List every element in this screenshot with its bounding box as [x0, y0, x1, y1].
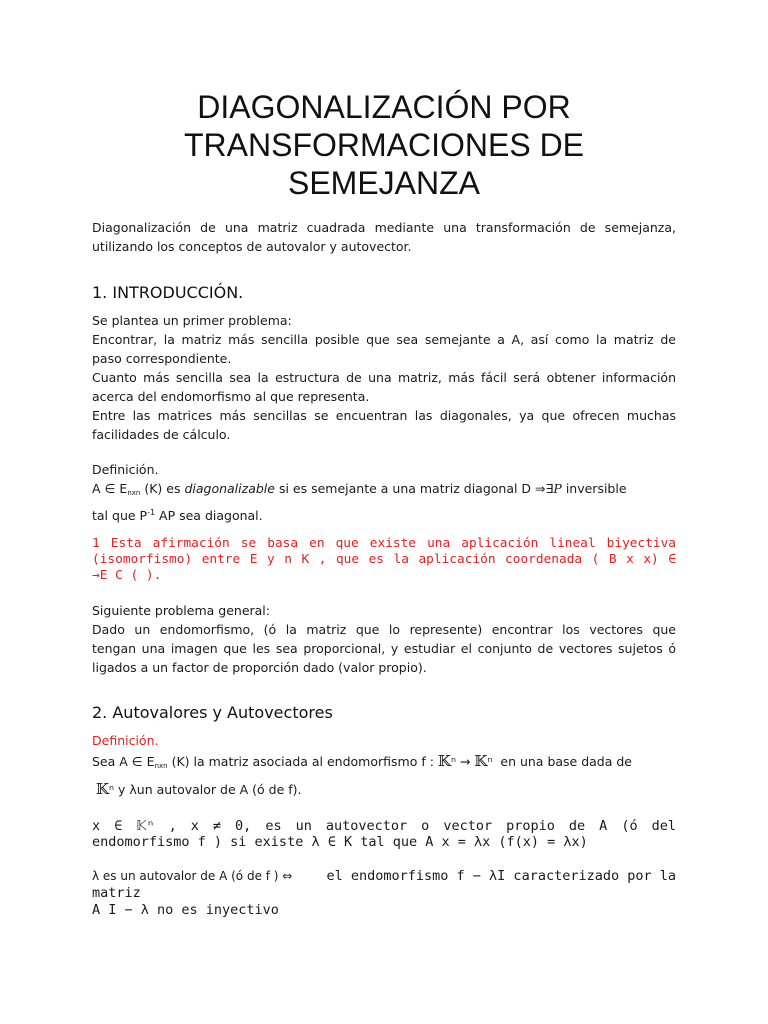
text-line: Cuanto más sencilla sea la estructura de una matriz, más fácil será obtener información — [92, 370, 676, 385]
red-footnote — [92, 536, 676, 584]
title-line: DIAGONALIZACIÓN POR — [197, 89, 571, 125]
text-line: utilizando los conceptos de autovalor y autovector. — [92, 239, 412, 254]
text-line: acerca del endomorfismo al que representa. — [92, 389, 370, 404]
section1-paragraph — [92, 311, 676, 444]
text-line: x ∈ 𝕂ⁿ , x ≠ 0, es un autovector o vector propio de A (ó del — [92, 818, 676, 834]
text-line: facilidades de cálculo. — [92, 427, 231, 442]
definition-line: 𝕂ⁿ y λun autovalor de A (ó de f). — [95, 780, 302, 798]
definition-label: Definición. — [92, 462, 159, 477]
title-line: SEMEJANZA — [287, 165, 481, 201]
intro-paragraph — [92, 218, 676, 256]
definition-line: tal que $P^{-1}$ AP sea diagonal. — [92, 508, 263, 524]
text-line: matriz — [92, 885, 141, 901]
text-line: Dado un endomorfismo, (ó la matriz que lo represente) encontrar los vectores que — [92, 622, 676, 637]
title-line: TRANSFORMACIONES DE — [183, 127, 585, 163]
definition-label: Definición. — [92, 733, 159, 748]
text-line: (isomorfismo) entre E y n K , que es la aplicación coordenada ( B x x) ∈ — [92, 552, 676, 567]
text-line: Encontrar, la matriz más sencilla posible que sea semejante a A, así como la matriz de — [92, 332, 676, 347]
text-line: endomorfismo f ) si existe λ ∈ K tal que A x = λx (f(x) = λx) — [92, 834, 588, 850]
text-line: tengan una imagen que les sea proporcional, y estudiar el conjunto de vectores sujetos ó — [92, 641, 676, 656]
section-heading-autovalores: 2. Autovalores y Autovectores — [92, 703, 333, 722]
eigenvector-definition — [92, 818, 676, 850]
general-problem-paragraph — [92, 601, 676, 677]
text-line: paso correspondiente. — [92, 351, 232, 366]
text-line: Entre las matrices más sencillas se encuentran las diagonales, ya que ofrecen muchas — [92, 408, 676, 423]
section-heading-introduccion: 1. INTRODUCCIÓN. — [92, 283, 244, 302]
text-line: A I − λ no es inyectivo — [92, 902, 279, 918]
text-line: Se plantea un primer problema: — [92, 313, 292, 328]
text-line: →E C ( ). — [92, 568, 162, 583]
definition-block-2 — [92, 731, 676, 799]
text-line: Siguiente problema general: — [92, 603, 270, 618]
definition-line: Sea A ∈ $E_{nxn}$ (K) la matriz asociada al endomorfismo f : 𝕂ⁿ → 𝕂ⁿ en una base dada de — [92, 752, 632, 770]
text-line: Diagonalización de una matriz cuadrada mediante una transformación de semejanza, — [92, 220, 676, 235]
text-line: ligados a un factor de proporción dado (valor propio). — [92, 660, 427, 675]
definition-line: A ∈ $E_{nxn}$ (K) es diagonalizable si es semejante a una matriz diagonal D ⇒∃P inversible — [92, 481, 627, 497]
page-title — [120, 88, 648, 202]
eigenvalue-characterization — [92, 868, 676, 919]
definition-block-1 — [92, 460, 676, 525]
text-line: 1 Esta afirmación se basa en que existe una aplicación lineal biyectiva — [92, 536, 676, 551]
text-line: λ es un autovalor de A (ó de f ) ⇔ el endomorfismo f − λI caracterizado por la — [92, 868, 676, 884]
